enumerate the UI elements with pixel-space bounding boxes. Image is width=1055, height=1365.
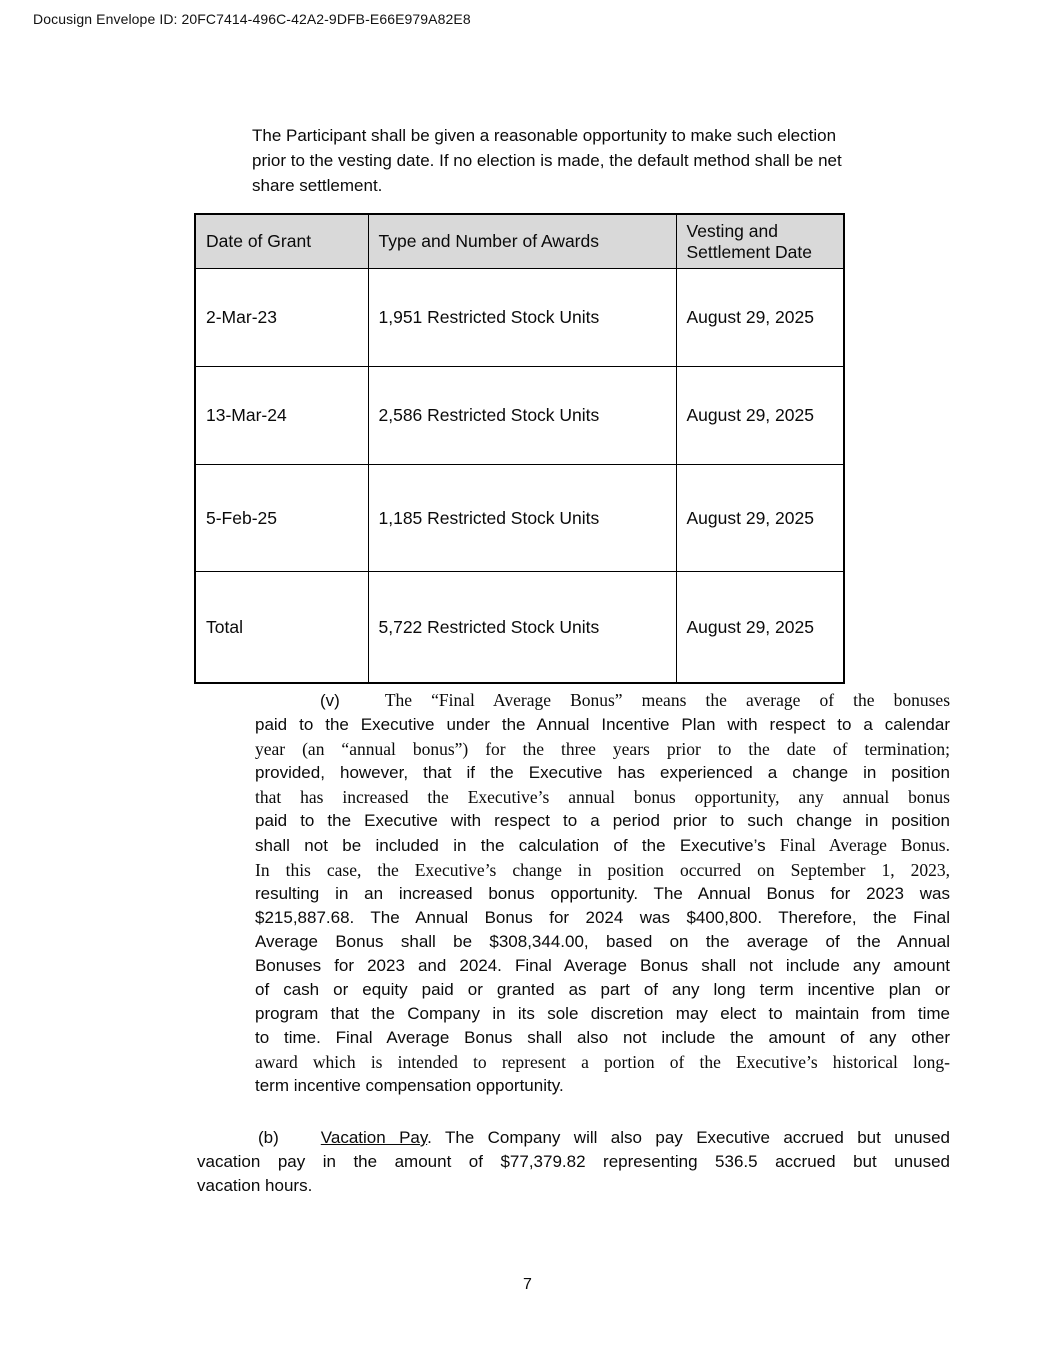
vacation-pay-heading: Vacation Pay (320, 1128, 428, 1147)
intro-line: prior to the vesting date. If no election is made, the default method shall be net (252, 151, 842, 170)
table-row (195, 269, 844, 367)
paragraph-line: Average Bonus shall be $308,344.00, based on the average of the Annual (255, 932, 950, 951)
paragraph-line: paid to the Executive with respect to a period prior to such change in position (255, 811, 950, 830)
cell-date: 5-Feb-25 (195, 465, 368, 572)
paragraph-line: year (an “annual bonus”) for the three years prior to the date of termination; (255, 739, 950, 759)
header-vesting-settlement-date: Vesting and Settlement Date (676, 214, 844, 269)
cell-vesting: August 29, 2025 (676, 465, 844, 572)
paragraph-vacation-pay (197, 1126, 950, 1198)
paragraph-line: $215,887.68. The Annual Bonus for 2024 was $400,800. Therefore, the Final (255, 908, 950, 927)
paragraph-line: award which is intended to represent a portion of the Executive’s historical long- (255, 1052, 950, 1072)
paragraph-line: that has increased the Executive’s annual bonus opportunity, any annual bonus (255, 787, 950, 807)
cell-total-label: Total (195, 572, 368, 684)
cell-awards: 5,722 Restricted Stock Units (368, 572, 676, 684)
paragraph-line: provided, however, that if the Executive has experienced a change in position (255, 763, 950, 782)
intro-line: The Participant shall be given a reasonable opportunity to make such election (252, 126, 837, 145)
clause-label-b: (b) (258, 1128, 279, 1147)
paragraph-line: paid to the Executive under the Annual Incentive Plan with respect to a calendar (255, 715, 950, 734)
cell-awards: 1,185 Restricted Stock Units (368, 465, 676, 572)
cell-date: 13-Mar-24 (195, 367, 368, 465)
paragraph-line: resulting in an increased bonus opportunity. The Annual Bonus for 2023 was (255, 884, 950, 903)
paragraph-line: of cash or equity paid or granted as part of any long term incentive plan or (255, 980, 950, 999)
paragraph-line: (v) The “Final Average Bonus” means the average of the bonuses (320, 690, 950, 710)
table-row (195, 465, 844, 572)
paragraph-line: program that the Company in its sole discretion may elect to maintain from time (255, 1004, 950, 1023)
envelope-id: Docusign Envelope ID: 20FC7414-496C-42A2-9DFB-E66E979A82E8 (33, 11, 471, 27)
clause-label-v: (v) (320, 691, 340, 710)
intro-line: share settlement. (252, 176, 383, 195)
intro-paragraph (252, 123, 952, 198)
table-row (195, 367, 844, 465)
header-date-of-grant: Date of Grant (195, 214, 368, 269)
cell-vesting: August 29, 2025 (676, 269, 844, 367)
awards-table (194, 213, 845, 684)
paragraph-line: Bonuses for 2023 and 2024. Final Average Bonus shall not include any amount (255, 956, 950, 975)
cell-awards: 1,951 Restricted Stock Units (368, 269, 676, 367)
paragraph-line: vacation hours. (197, 1176, 313, 1195)
cell-vesting: August 29, 2025 (676, 572, 844, 684)
header-type-number-awards: Type and Number of Awards (368, 214, 676, 269)
cell-date: 2-Mar-23 (195, 269, 368, 367)
paragraph-line: term incentive compensation opportunity. (255, 1076, 564, 1095)
paragraph-line: to time. Final Average Bonus shall also not include the amount of any other (255, 1028, 950, 1047)
cell-vesting: August 29, 2025 (676, 367, 844, 465)
paragraph-line: (b) Vacation Pay. The Company will also pay Executive accrued but unused (258, 1128, 951, 1147)
paragraph-line: shall not be included in the calculation of the Executive’s Final Average Bonus. (255, 835, 950, 855)
cell-awards: 2,586 Restricted Stock Units (368, 367, 676, 465)
paragraph-line: In this case, the Executive’s change in position occurred on September 1, 2023, (255, 860, 950, 880)
paragraph-line: vacation pay in the amount of $77,379.82 representing 536.5 accrued but unused (197, 1152, 950, 1171)
table-total-row (195, 572, 844, 684)
page-number: 7 (523, 1276, 532, 1293)
paragraph-final-average-bonus (255, 688, 950, 1098)
table-header-row (195, 214, 844, 269)
